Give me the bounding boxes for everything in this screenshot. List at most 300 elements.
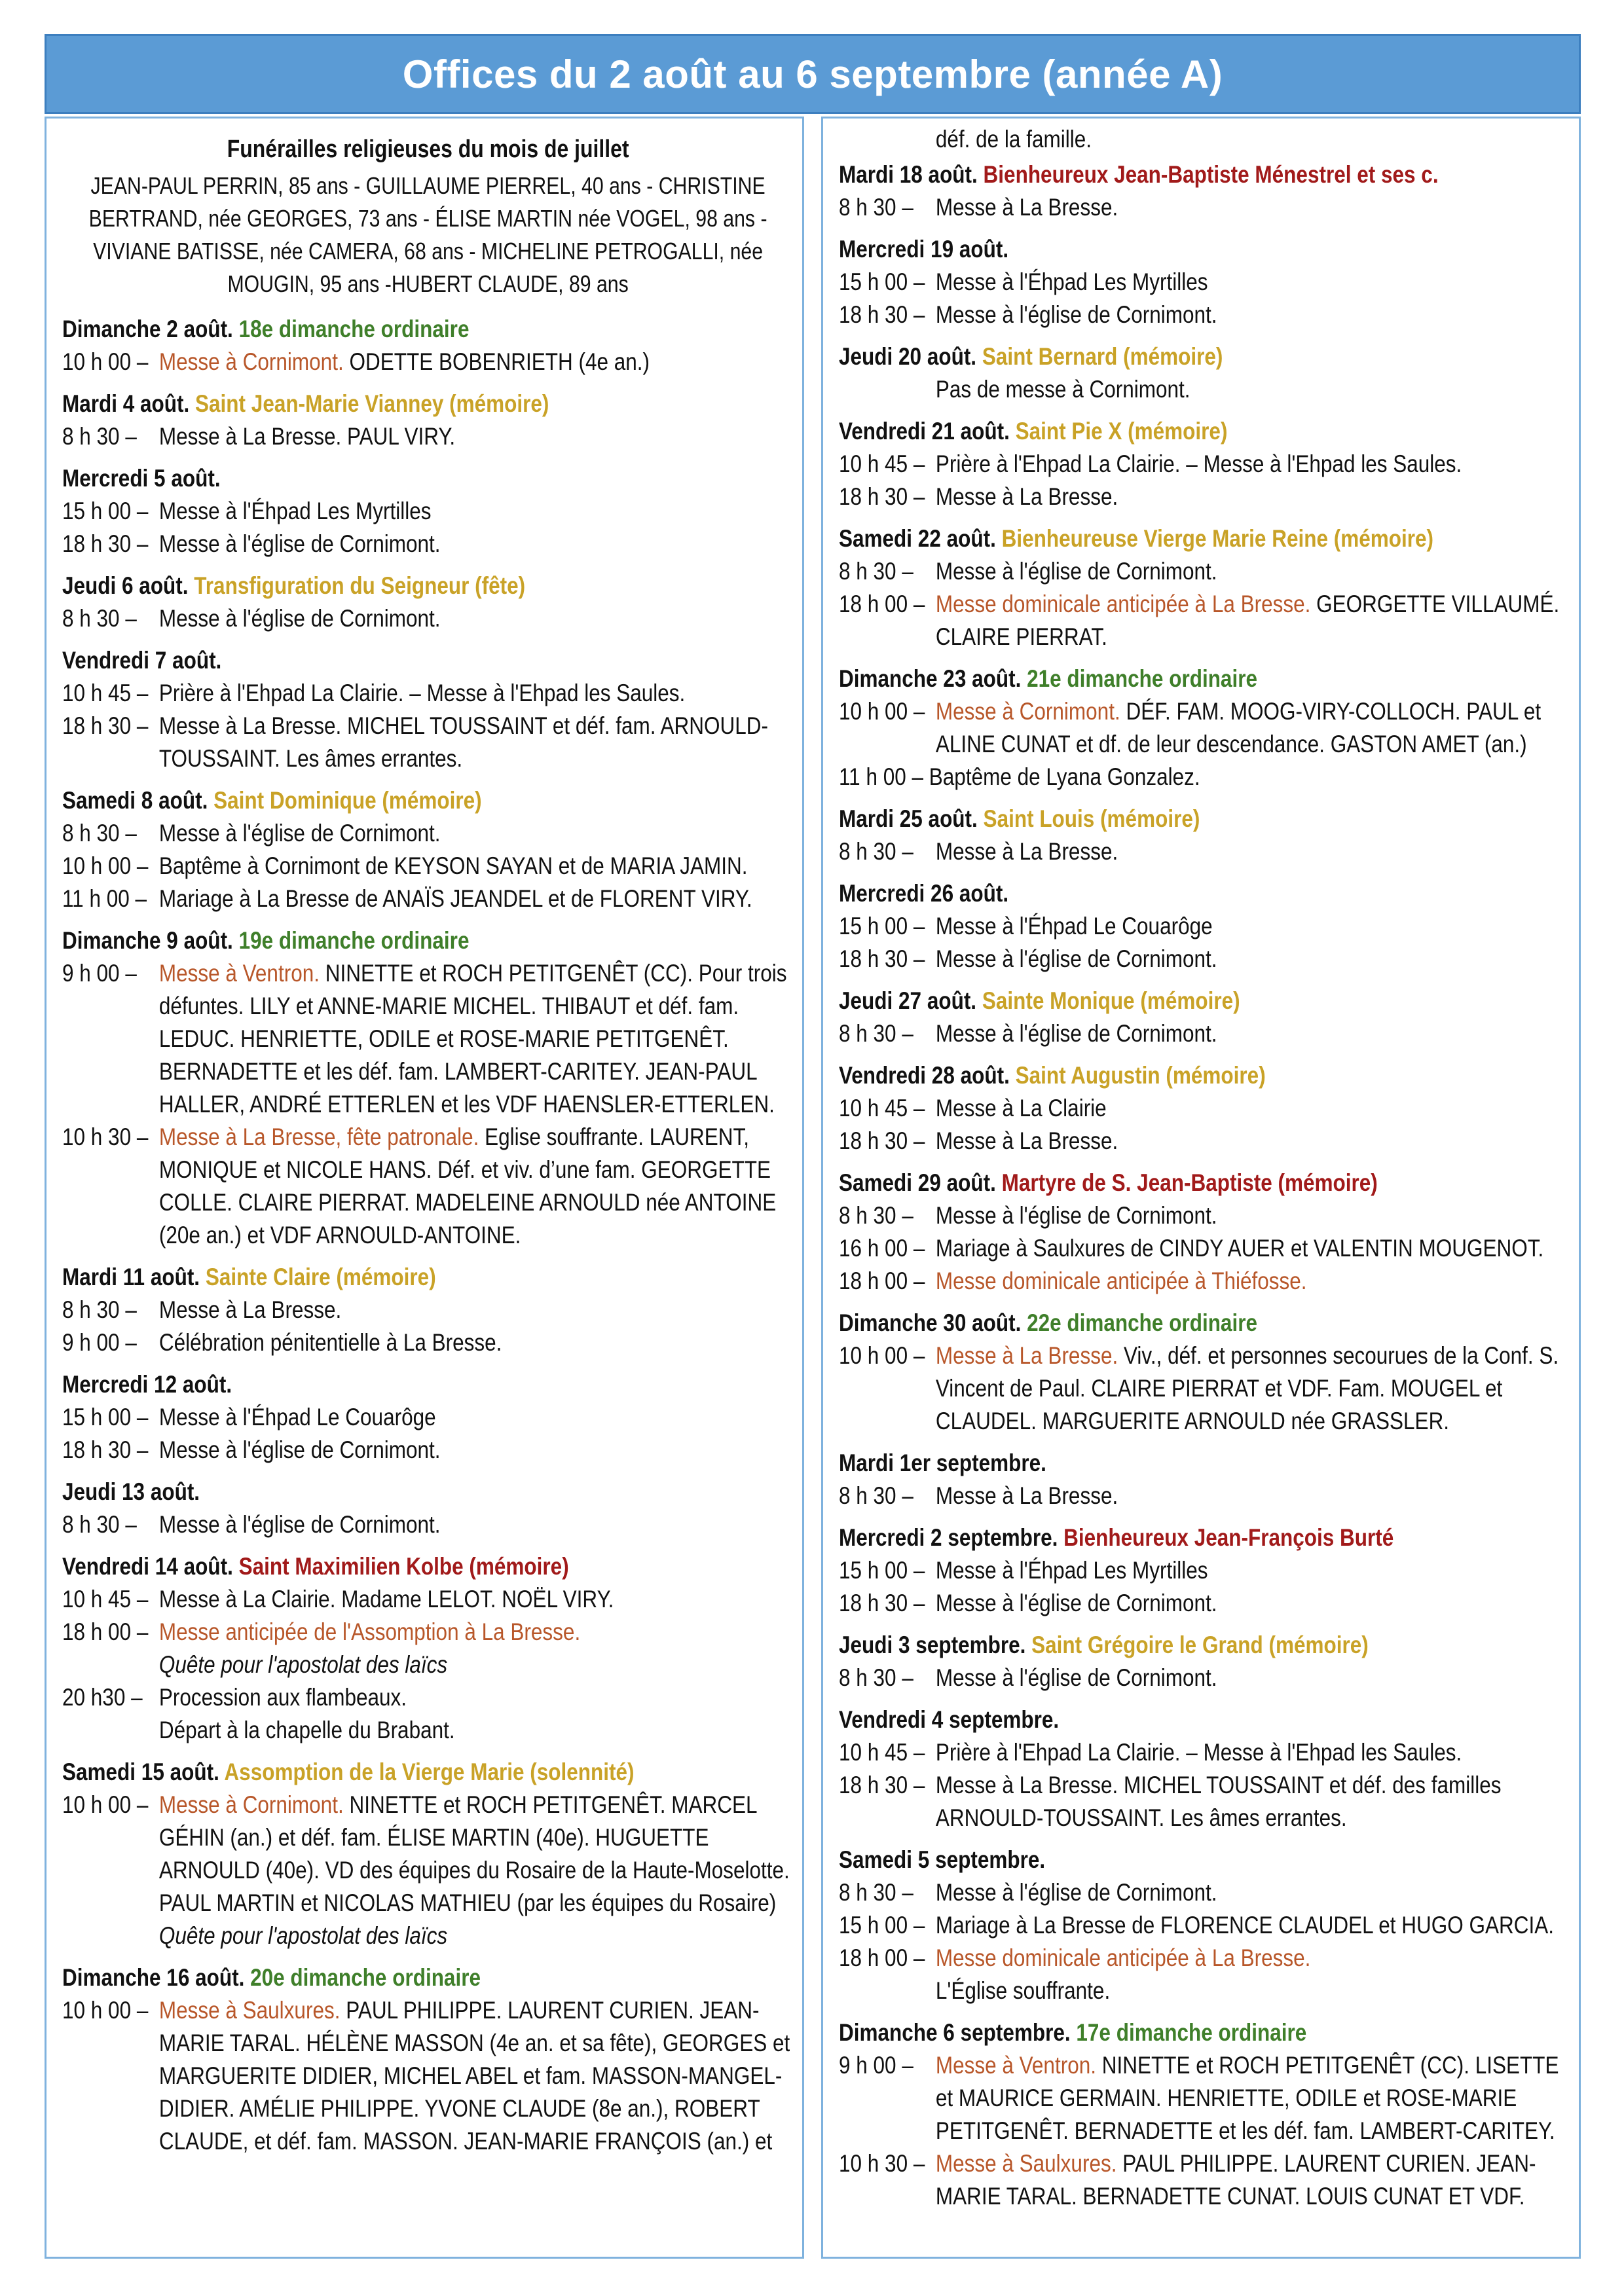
feast-name: Bienheureux Jean-Baptiste Ménestrel et ses c.	[983, 160, 1439, 188]
time-label: 20 h30 –	[62, 1683, 143, 1711]
event-text	[936, 695, 1570, 760]
day-heading	[839, 1059, 1570, 1091]
time-label: 10 h 45 –	[62, 1585, 149, 1613]
schedule-line	[839, 480, 1570, 513]
event-text	[159, 957, 794, 1120]
feast-name: 17e dimanche ordinaire	[1076, 2018, 1307, 2046]
schedule-line	[62, 1788, 794, 1919]
time-label: 10 h 30 –	[62, 1123, 149, 1150]
event-text	[159, 1120, 794, 1251]
intentions: DÉF. FAM. MOOG-VIRY-COLLOCH. PAUL et ALINE CUNAT et df. de leur descendance. GASTON AMET (an.)	[935, 697, 1541, 757]
day-heading	[839, 1843, 1570, 1876]
event-text	[936, 555, 1570, 587]
day-block	[839, 1166, 1570, 1297]
event-text	[936, 1264, 1570, 1297]
schedule-line	[62, 1120, 794, 1251]
page-title: Offices du 2 août au 6 septembre (année A)	[402, 52, 1223, 96]
day-heading	[62, 1755, 794, 1788]
day-heading	[62, 644, 794, 676]
time-label: 15 h 00 –	[839, 268, 925, 295]
day-block	[62, 924, 794, 1251]
schedule-line	[839, 1586, 1570, 1619]
schedule-line	[839, 1124, 1570, 1157]
event-text	[159, 676, 794, 709]
time-label: 8 h 30 –	[839, 1201, 913, 1229]
schedule-line	[62, 1326, 794, 1358]
schedule-line	[62, 1400, 794, 1433]
intentions: Pas de messe à Cornimont.	[935, 375, 1190, 403]
intentions: Viv., déf. et personnes secourues de la Conf. S. Vincent de Paul. CLAIRE PIERRAT et VDF. Fam. MOUGEL et CLAUDEL. MARGUERITE ARNOULD née GRASSLER.	[935, 1341, 1559, 1434]
event-text	[159, 882, 794, 915]
day-heading	[62, 1550, 794, 1582]
day-heading	[62, 387, 794, 420]
day-block	[839, 522, 1570, 653]
day-block	[62, 569, 794, 634]
intentions: Prière à l'Ehpad La Clairie. – Messe à l'Ehpad les Saules.	[935, 1738, 1462, 1766]
day-heading	[62, 1961, 794, 1994]
intentions: Messe à l'église de Cornimont.	[935, 1201, 1217, 1229]
schedule-line	[62, 709, 794, 774]
day-block	[839, 1059, 1570, 1157]
day-heading	[839, 1166, 1570, 1199]
note-text: Quête pour l'apostolat des laïcs	[158, 1650, 448, 1678]
time-label: 8 h 30 –	[839, 837, 913, 865]
day-block	[62, 1961, 794, 2157]
day-date: Dimanche 2 août.	[62, 315, 233, 342]
time-label: 18 h 00 –	[839, 1267, 925, 1294]
mass-location: Messe à Cornimont.	[158, 348, 344, 375]
day-heading	[62, 462, 794, 494]
mass-location: Messe à Saulxures.	[935, 2149, 1117, 2177]
day-date: Jeudi 20 août.	[839, 342, 977, 370]
schedule-line	[62, 1582, 794, 1615]
schedule-line	[839, 587, 1570, 653]
time-label: 8 h 30 –	[62, 604, 137, 632]
intentions: Messe à l'église de Cornimont.	[158, 1436, 441, 1463]
time-label: 8 h 30 –	[839, 1878, 913, 1906]
day-date: Jeudi 3 septembre.	[839, 1631, 1026, 1658]
day-heading	[839, 1521, 1570, 1554]
feast-name: Martyre de S. Jean-Baptiste (mémoire)	[1001, 1169, 1378, 1196]
intentions: Mariage à Saulxures de CINDY AUER et VALENTIN MOUGENOT.	[935, 1234, 1544, 1262]
day-block	[839, 1628, 1570, 1694]
schedule-line	[839, 760, 1570, 793]
schedule-line	[839, 1264, 1570, 1297]
day-date: Dimanche 9 août.	[62, 926, 233, 954]
day-heading	[62, 1475, 794, 1508]
extra-text: L'Église souffrante.	[935, 1977, 1111, 2004]
schedule-line	[839, 1199, 1570, 1231]
left-schedule	[62, 312, 794, 2157]
time-label: 18 h 30 –	[62, 530, 149, 557]
time-label: 18 h 00 –	[839, 590, 925, 617]
time-label: 18 h 00 –	[839, 1944, 925, 1971]
schedule-line	[62, 816, 794, 849]
event-text	[159, 1400, 794, 1433]
event-text	[936, 1768, 1570, 1834]
intentions: Messe à l'Éhpad Les Myrtilles	[158, 497, 432, 524]
time-label: 8 h 30 –	[839, 557, 913, 585]
feast-name: Sainte Claire (mémoire)	[205, 1263, 436, 1290]
time-label: 8 h 30 –	[839, 193, 913, 221]
time-label: 15 h 00 –	[839, 1911, 925, 1939]
time-label: 10 h 00 –	[839, 1341, 925, 1369]
feast-name: Saint Augustin (mémoire)	[1015, 1061, 1266, 1089]
event-text	[936, 447, 1570, 480]
header-banner	[45, 34, 1581, 114]
schedule-line	[839, 265, 1570, 298]
day-block	[62, 1260, 794, 1358]
schedule-line	[839, 1339, 1570, 1437]
intentions: NINETTE et ROCH PETITGENÊT. MARCEL GÉHIN (an.) et déf. fam. ÉLISE MARTIN (40e). HUGUETTE ARNOULD (40e). VD des équipes du Rosaire de la Haute-Moselotte. PAUL MARTIN et NICOLAS MATHIEU (par les équipes du Rosaire)	[158, 1791, 790, 1916]
feast-name: Bienheureuse Vierge Marie Reine (mémoire)	[1001, 524, 1434, 552]
intentions: Mariage à La Bresse de ANAÏS JEANDEL et de FLORENT VIRY.	[158, 884, 752, 912]
schedule-line	[62, 1508, 794, 1540]
intentions: Messe à l'église de Cornimont.	[158, 819, 441, 847]
day-block	[839, 1446, 1570, 1512]
schedule-line	[62, 849, 794, 882]
intentions: Messe à l'église de Cornimont.	[935, 1878, 1217, 1906]
feast-name: 21e dimanche ordinaire	[1027, 665, 1257, 692]
day-heading	[839, 158, 1570, 191]
feast-name: 20e dimanche ordinaire	[250, 1963, 481, 1991]
intentions: Prière à l'Ehpad La Clairie. – Messe à l'Ehpad les Saules.	[935, 450, 1462, 477]
schedule-line	[839, 1661, 1570, 1694]
event-text	[159, 602, 794, 634]
day-date: Mercredi 26 août.	[839, 879, 1009, 907]
day-date: Mercredi 19 août.	[839, 235, 1009, 263]
day-date: Mercredi 2 septembre.	[839, 1523, 1058, 1551]
event-text	[159, 1326, 794, 1358]
mass-location: Messe à Cornimont.	[158, 1791, 344, 1818]
day-date: Dimanche 23 août.	[839, 665, 1022, 692]
schedule-line	[62, 345, 794, 378]
schedule-line	[839, 1941, 1570, 1974]
intentions: Messe à l'église de Cornimont.	[935, 1589, 1217, 1616]
day-heading	[62, 784, 794, 816]
time-label: 16 h 00 –	[839, 1234, 925, 1262]
mass-location: Messe à La Bresse, fête patronale.	[158, 1123, 479, 1150]
event-text	[936, 1908, 1570, 1941]
schedule-line	[839, 942, 1570, 975]
day-date: Samedi 22 août.	[839, 524, 996, 552]
time-label: 8 h 30 –	[62, 1296, 137, 1323]
schedule-line	[839, 1736, 1570, 1768]
day-block	[62, 1368, 794, 1466]
day-heading	[839, 984, 1570, 1017]
schedule-line	[62, 1615, 794, 1648]
event-text	[159, 494, 794, 527]
intentions: Messe à La Bresse. MICHEL TOUSSAINT et déf. des familles ARNOULD-TOUSSAINT. Les âmes errantes.	[935, 1771, 1502, 1831]
event-text	[159, 527, 794, 560]
time-label: 9 h 00 –	[62, 1328, 137, 1356]
event-text	[936, 587, 1570, 653]
day-block	[839, 1521, 1570, 1619]
event-text	[936, 373, 1570, 405]
day-date: Vendredi 7 août.	[62, 646, 222, 674]
day-block	[839, 1703, 1570, 1834]
schedule-line	[839, 1017, 1570, 1049]
day-heading	[839, 232, 1570, 265]
event-text	[936, 1661, 1570, 1694]
mass-location: Messe à La Bresse.	[935, 1341, 1118, 1369]
time-label: 10 h 00 –	[62, 1791, 149, 1818]
intentions: Mariage à La Bresse de FLORENCE CLAUDEL et HUGO GARCIA.	[935, 1911, 1554, 1939]
event-text	[936, 480, 1570, 513]
intentions: Messe à La Bresse.	[935, 1482, 1118, 1509]
day-heading	[62, 1260, 794, 1293]
day-block	[62, 1755, 794, 1952]
day-date: Vendredi 4 septembre.	[839, 1705, 1060, 1733]
intentions: Messe à l'église de Cornimont.	[158, 604, 441, 632]
intentions: Messe à La Bresse.	[935, 193, 1118, 221]
day-date: Samedi 29 août.	[839, 1169, 996, 1196]
event-text	[936, 1554, 1570, 1586]
intentions: Messe à l'église de Cornimont.	[158, 1510, 441, 1538]
schedule-line	[839, 1768, 1570, 1834]
time-label: 8 h 30 –	[839, 1664, 913, 1691]
day-date: Mercredi 12 août.	[62, 1370, 232, 1398]
time-label: 10 h 45 –	[839, 1738, 925, 1766]
time-label: 10 h 45 –	[839, 1094, 925, 1121]
day-block	[62, 1550, 794, 1746]
schedule-line	[839, 555, 1570, 587]
time-label: 9 h 00 –	[62, 959, 137, 987]
schedule-line	[839, 909, 1570, 942]
intentions: Eglise souffrante. LAURENT, MONIQUE et NICOLE HANS. Déf. et viv. d’une fam. GEORGETTE COLLE. CLAIRE PIERRAT. MADELEINE ARNOULD née ANTOINE (20e an.) et VDF ARNOULD-ANTOINE.	[158, 1123, 777, 1248]
day-block	[62, 462, 794, 560]
intentions: Messe à l'Éhpad Les Myrtilles	[935, 1556, 1208, 1584]
day-date: Samedi 15 août.	[62, 1758, 219, 1785]
day-date: Dimanche 30 août.	[839, 1309, 1022, 1336]
time-label: 18 h 30 –	[62, 712, 149, 739]
schedule-line	[839, 298, 1570, 331]
intentions: Messe à l'église de Cornimont.	[935, 557, 1217, 585]
feast-name: Bienheureux Jean-François Burté	[1063, 1523, 1394, 1551]
schedule-line	[839, 1479, 1570, 1512]
schedule-line	[62, 602, 794, 634]
feast-name: 19e dimanche ordinaire	[238, 926, 470, 954]
day-heading	[839, 1446, 1570, 1479]
event-text	[159, 345, 794, 378]
time-label	[839, 373, 936, 405]
time-label: 10 h 30 –	[839, 2149, 925, 2177]
feast-name: Saint Louis (mémoire)	[983, 805, 1200, 832]
event-text	[159, 1615, 794, 1648]
extra-text: Départ à la chapelle du Brabant.	[158, 1716, 455, 1743]
event-text	[936, 942, 1570, 975]
time-label: 10 h 00 –	[839, 697, 925, 725]
day-date: Vendredi 21 août.	[839, 417, 1010, 445]
event-text	[936, 1231, 1570, 1264]
day-heading	[839, 1306, 1570, 1339]
intentions: Baptême à Cornimont de KEYSON SAYAN et de MARIA JAMIN.	[158, 852, 748, 879]
schedule-line	[839, 1876, 1570, 1908]
mass-location: Messe dominicale anticipée à Thiéfosse.	[935, 1267, 1307, 1294]
schedule-line	[839, 1231, 1570, 1264]
time-label: 8 h 30 –	[62, 819, 137, 847]
intentions: Messe à La Bresse.	[158, 1296, 342, 1323]
time-label: 10 h 00 –	[62, 1996, 149, 2024]
time-label: 15 h 00 –	[62, 497, 149, 524]
day-heading	[839, 1628, 1570, 1661]
mass-location: Messe anticipée de l'Assomption à La Bresse.	[158, 1618, 581, 1645]
feast-name: 18e dimanche ordinaire	[238, 315, 470, 342]
event-text	[159, 1433, 794, 1466]
day-block	[839, 2016, 1570, 2212]
day-date: Dimanche 16 août.	[62, 1963, 245, 1991]
event-text	[936, 1017, 1570, 1049]
time-and-text: 11 h 00 – Baptême de Lyana Gonzalez.	[839, 763, 1200, 790]
day-heading	[839, 414, 1570, 447]
schedule-line	[839, 1908, 1570, 1941]
intentions: PAUL PHILIPPE. LAURENT CURIEN. JEAN-MARIE TARAL. BERNADETTE CUNAT. LOUIS CUNAT ET VDF.	[935, 2149, 1536, 2210]
day-heading	[62, 924, 794, 957]
event-text	[936, 835, 1570, 867]
day-heading	[839, 2016, 1570, 2049]
feast-name: Saint Pie X (mémoire)	[1015, 417, 1228, 445]
day-date: Dimanche 6 septembre.	[839, 2018, 1071, 2046]
schedule-line	[62, 957, 794, 1120]
intentions: Célébration pénitentielle à La Bresse.	[158, 1328, 502, 1356]
time-label: 15 h 00 –	[62, 1403, 149, 1430]
intentions: Messe à l'Éhpad Le Couarôge	[935, 912, 1213, 939]
mass-location: Messe dominicale anticipée à La Bresse.	[935, 1944, 1311, 1971]
day-heading	[62, 312, 794, 345]
event-text	[159, 1508, 794, 1540]
intentions: Messe à l'église de Cornimont.	[935, 1664, 1217, 1691]
schedule-line	[839, 373, 1570, 405]
schedule-line	[62, 420, 794, 452]
day-block	[839, 158, 1570, 223]
schedule-line	[839, 1091, 1570, 1124]
mass-location: Messe à Ventron.	[935, 2051, 1096, 2079]
time-label: 18 h 30 –	[62, 1436, 149, 1463]
schedule-line	[839, 447, 1570, 480]
funerals-list: JEAN-PAUL PERRIN, 85 ans - GUILLAUME PIERREL, 40 ans - CHRISTINE BERTRAND, née GEORGES, 73 ans - ÉLISE MARTIN née VOGEL, 98 ans - VIVIANE BATISSE, née CAMERA, 68 ans - MICHELINE PETROGALLI, née MOUGIN, 95 ans -HUBERT CLAUDE, 89 ans	[88, 172, 767, 297]
intentions: ODETTE BOBENRIETH (4e an.)	[343, 348, 650, 375]
time-label: 18 h 30 –	[839, 1127, 925, 1154]
schedule-line	[62, 1681, 794, 1713]
intentions: Messe à l'Éhpad Les Myrtilles	[935, 268, 1208, 295]
event-text	[936, 1339, 1570, 1437]
intentions: NINETTE et ROCH PETITGENÊT (CC). LISETTE et MAURICE GERMAIN. HENRIETTE, ODILE et ROSE-MARIE PETITGENÊT. BERNADETTE et les déf. fam. LAMBERT-CARITEY.	[935, 2051, 1559, 2144]
day-date: Samedi 5 septembre.	[839, 1846, 1046, 1873]
day-block	[839, 1306, 1570, 1437]
day-block	[839, 232, 1570, 331]
continuation-text: déf. de la famille.	[935, 125, 1092, 153]
feast-name: Transfiguration du Seigneur (fête)	[194, 572, 526, 599]
feast-name: Saint Grégoire le Grand (mémoire)	[1031, 1631, 1369, 1658]
intentions: Messe à La Bresse.	[935, 483, 1118, 510]
event-text	[936, 1091, 1570, 1124]
day-block	[62, 784, 794, 915]
schedule-line	[62, 1994, 794, 2157]
mass-location: Messe dominicale anticipée à La Bresse.	[935, 590, 1311, 617]
schedule-line	[839, 2049, 1570, 2147]
day-block	[839, 1843, 1570, 2007]
feast-name: Saint Jean-Marie Vianney (mémoire)	[195, 390, 549, 417]
mass-location: Messe à Saulxures.	[158, 1996, 341, 2024]
day-block	[839, 414, 1570, 513]
day-block	[62, 387, 794, 452]
day-date: Mardi 4 août.	[62, 390, 190, 417]
day-date: Mardi 25 août.	[839, 805, 978, 832]
event-text	[159, 709, 794, 774]
day-date: Mardi 1er septembre.	[839, 1449, 1046, 1476]
event-text	[159, 1582, 794, 1615]
feast-name: 22e dimanche ordinaire	[1027, 1309, 1257, 1336]
time-label: 18 h 30 –	[839, 483, 925, 510]
day-heading	[839, 662, 1570, 695]
day-heading	[839, 522, 1570, 555]
time-label: 9 h 00 –	[839, 2051, 913, 2079]
feast-name: Saint Dominique (mémoire)	[213, 786, 482, 814]
feast-name: Sainte Monique (mémoire)	[982, 987, 1240, 1014]
left-column	[45, 117, 804, 2259]
day-block	[839, 340, 1570, 405]
time-label: 15 h 00 –	[839, 1556, 925, 1584]
intentions: Procession aux flambeaux.	[158, 1683, 407, 1711]
schedule-line	[62, 1433, 794, 1466]
event-text	[936, 909, 1570, 942]
intentions: Messe à La Clairie	[935, 1094, 1107, 1121]
time-label: 18 h 30 –	[839, 1771, 925, 1798]
time-label: 8 h 30 –	[839, 1019, 913, 1047]
schedule-line	[62, 882, 794, 915]
day-block	[62, 312, 794, 378]
day-block	[62, 644, 794, 774]
time-label: 11 h 00 –	[62, 884, 147, 912]
right-schedule	[839, 158, 1570, 2212]
day-date: Mardi 18 août.	[839, 160, 978, 188]
day-date: Vendredi 28 août.	[839, 1061, 1010, 1089]
time-label: 18 h 30 –	[839, 945, 925, 972]
time-label: 8 h 30 –	[62, 422, 137, 450]
schedule-line	[839, 1554, 1570, 1586]
day-date: Mardi 11 août.	[62, 1263, 200, 1290]
day-block	[839, 662, 1570, 793]
schedule-line	[839, 191, 1570, 223]
schedule-line	[62, 527, 794, 560]
day-date: Jeudi 13 août.	[62, 1478, 200, 1505]
intentions: Messe à l'église de Cornimont.	[158, 530, 441, 557]
event-text	[936, 191, 1570, 223]
day-heading	[62, 569, 794, 602]
day-heading	[839, 1703, 1570, 1736]
event-text	[936, 1124, 1570, 1157]
event-text	[936, 2147, 1570, 2212]
intentions: PAUL PHILIPPE. LAURENT CURIEN. JEAN-MARIE TARAL. HÉLÈNE MASSON (4e an. et sa fête), GEORGES et MARGUERITE DIDIER, MICHEL ABEL et fam. MASSON-MANGEL-DIDIER. AMÉLIE PHILIPPE. YVONE CLAUDE (8e an.), ROBERT CLAUDE, et déf. fam. MASSON. JEAN-MARIE FRANÇOIS (an.) et	[158, 1996, 790, 2155]
day-date: Samedi 8 août.	[62, 786, 208, 814]
event-text	[936, 1941, 1570, 1974]
mass-location: Messe à Cornimont.	[935, 697, 1120, 725]
funerals-title: Funérailles religieuses du mois de juillet	[227, 136, 629, 163]
event-text	[936, 265, 1570, 298]
time-label: 8 h 30 –	[839, 1482, 913, 1509]
event-text	[936, 2049, 1570, 2147]
time-label: 10 h 45 –	[839, 450, 925, 477]
intentions: Messe à l'église de Cornimont.	[935, 945, 1217, 972]
time-label: 15 h 00 –	[839, 912, 925, 939]
time-label: 10 h 00 –	[62, 852, 149, 879]
day-heading	[839, 802, 1570, 835]
event-text	[159, 816, 794, 849]
schedule-line	[839, 695, 1570, 760]
event-text	[936, 1876, 1570, 1908]
day-date: Vendredi 14 août.	[62, 1552, 233, 1580]
intentions: Messe à La Bresse.	[935, 1127, 1118, 1154]
